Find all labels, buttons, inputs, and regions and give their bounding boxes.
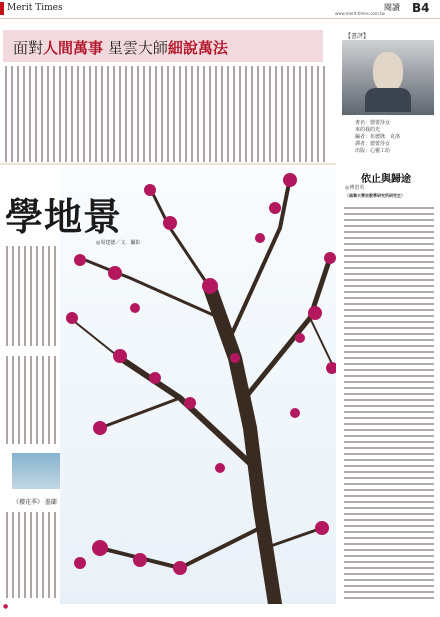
book-meta-line: 來的我的光 (355, 127, 381, 133)
left-article-columns (4, 244, 60, 448)
feature-author: ◎周建德／文．攝影 (96, 240, 141, 246)
book-meta-line: 書名：德蕾莎女 (355, 120, 391, 126)
article-author: ◎傅恩英 (345, 185, 365, 191)
headline (13, 37, 228, 58)
headline-highlight1: 人間萬事 (43, 39, 104, 57)
feature-title: 學地景 (5, 194, 123, 239)
headline-highlight2: 細說萬法 (167, 39, 228, 57)
page-number: B4 (412, 1, 430, 15)
headline-part2: 星雲大師 (107, 39, 168, 57)
upper-article-columns (0, 64, 336, 166)
book-cover-image (342, 40, 434, 115)
brand-name: Merit Times (7, 3, 63, 13)
footer-ornament: ● (3, 603, 9, 610)
book-meta-line: 出版：心靈工坊 (355, 148, 391, 154)
book-meta (355, 120, 400, 155)
logo-mark (0, 2, 4, 15)
lower-left-columns (4, 510, 60, 602)
section-label-book-review: 【書評】 (345, 33, 370, 40)
portrait-scarf (365, 88, 411, 112)
book-meta-line: 編者：布德隆．克洛 (355, 134, 401, 140)
artwork-caption: 《櫻花季》 墨蘭 (13, 499, 57, 506)
right-article-body (342, 206, 437, 604)
headline-part1: 面對 (13, 39, 44, 57)
section-name: 閱讀 (384, 3, 400, 12)
book-meta-line: 譯者：德蕾莎女 (355, 141, 391, 147)
article-title: 依止與歸途 (361, 174, 411, 185)
masthead (0, 0, 440, 19)
site-url: www.merit-times.com.tw (335, 11, 385, 16)
article-subtitle: （南華大學宗教學研究所研究生） (345, 193, 405, 198)
artwork-thumbnail (12, 453, 60, 489)
portrait-face (373, 52, 403, 92)
